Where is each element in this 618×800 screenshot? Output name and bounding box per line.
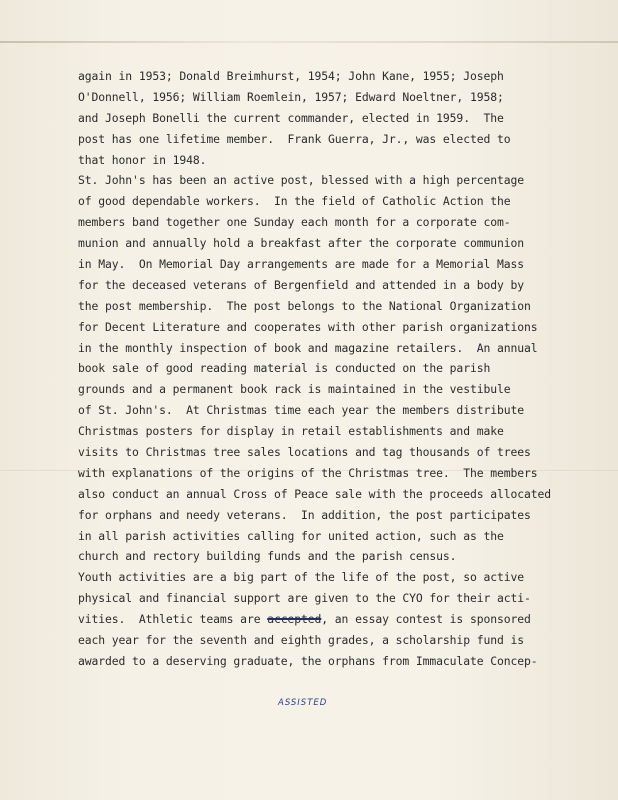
struck-word: accepted	[267, 612, 322, 627]
text-line: St. John's has been an active post, blessed with a high percentage	[78, 173, 525, 188]
text-line: munion and annually hold a breakfast after the corporate communion	[78, 236, 525, 251]
text-line: Christmas posters for display in retail establishments and make	[78, 424, 504, 439]
text-line: that honor in 1948.	[78, 152, 207, 167]
text-line: in all parish activities calling for united action, such as the	[78, 528, 504, 543]
paper-fold-line	[0, 41, 618, 43]
text-line: for the deceased veterans of Bergenfield and attended in a body by	[78, 277, 525, 292]
text-line: in the monthly inspection of book and magazine retailers. An annual	[78, 340, 538, 355]
text-line: with explanations of the origins of the Christmas tree. The members	[78, 465, 538, 480]
text-line: for orphans and needy veterans. In addition, the post participates	[78, 507, 531, 522]
text-line: post has one lifetime member. Frank Guerra, Jr., was elected to	[78, 131, 511, 146]
text-line: for Decent Literature and cooperates with other parish organizations	[78, 319, 538, 334]
text-line: in May. On Memorial Day arrangements are made for a Memorial Mass	[78, 257, 525, 272]
text-line: and Joseph Bonelli the current commander, elected in 1959. The	[78, 110, 504, 125]
text-line: awarded to a deserving graduate, the orphans from Immaculate Concep-	[78, 653, 538, 668]
typed-text-body	[78, 66, 598, 672]
text-line: members band together one Sunday each month for a corporate com-	[78, 215, 511, 230]
text-segment: vities. Athletic teams are	[78, 612, 268, 627]
text-line: again in 1953; Donald Breimhurst, 1954; John Kane, 1955; Joseph	[78, 69, 504, 83]
text-line: physical and financial support are given to the CYO for their acti-	[78, 591, 531, 606]
text-line: book sale of good reading material is conducted on the parish	[78, 361, 491, 376]
text-line: visits to Christmas tree sales locations and tag thousands of trees	[78, 445, 531, 460]
text-line: O'Donnell, 1956; William Roemlein, 1957; Edward Noeltner, 1958;	[78, 89, 504, 104]
text-line: church and rectory building funds and the parish census.	[78, 549, 457, 564]
text-line: grounds and a permanent book rack is maintained in the vestibule	[78, 382, 511, 397]
text-line: of St. John's. At Christmas time each year the members distribute	[78, 403, 525, 418]
text-line: the post membership. The post belongs to the National Organization	[78, 298, 531, 313]
handwritten-insertion: ASSISTED	[278, 698, 328, 708]
text-segment: , an essay contest is sponsored	[321, 612, 531, 627]
text-line: also conduct an annual Cross of Peace sale with the proceeds allocated	[78, 486, 552, 501]
text-line: of good dependable workers. In the field of Catholic Action the	[78, 194, 511, 209]
text-line-with-correction	[78, 609, 598, 630]
text-line: Youth activities are a big part of the life of the post, so active	[78, 570, 525, 585]
text-line: each year for the seventh and eighth grades, a scholarship fund is	[78, 633, 525, 648]
